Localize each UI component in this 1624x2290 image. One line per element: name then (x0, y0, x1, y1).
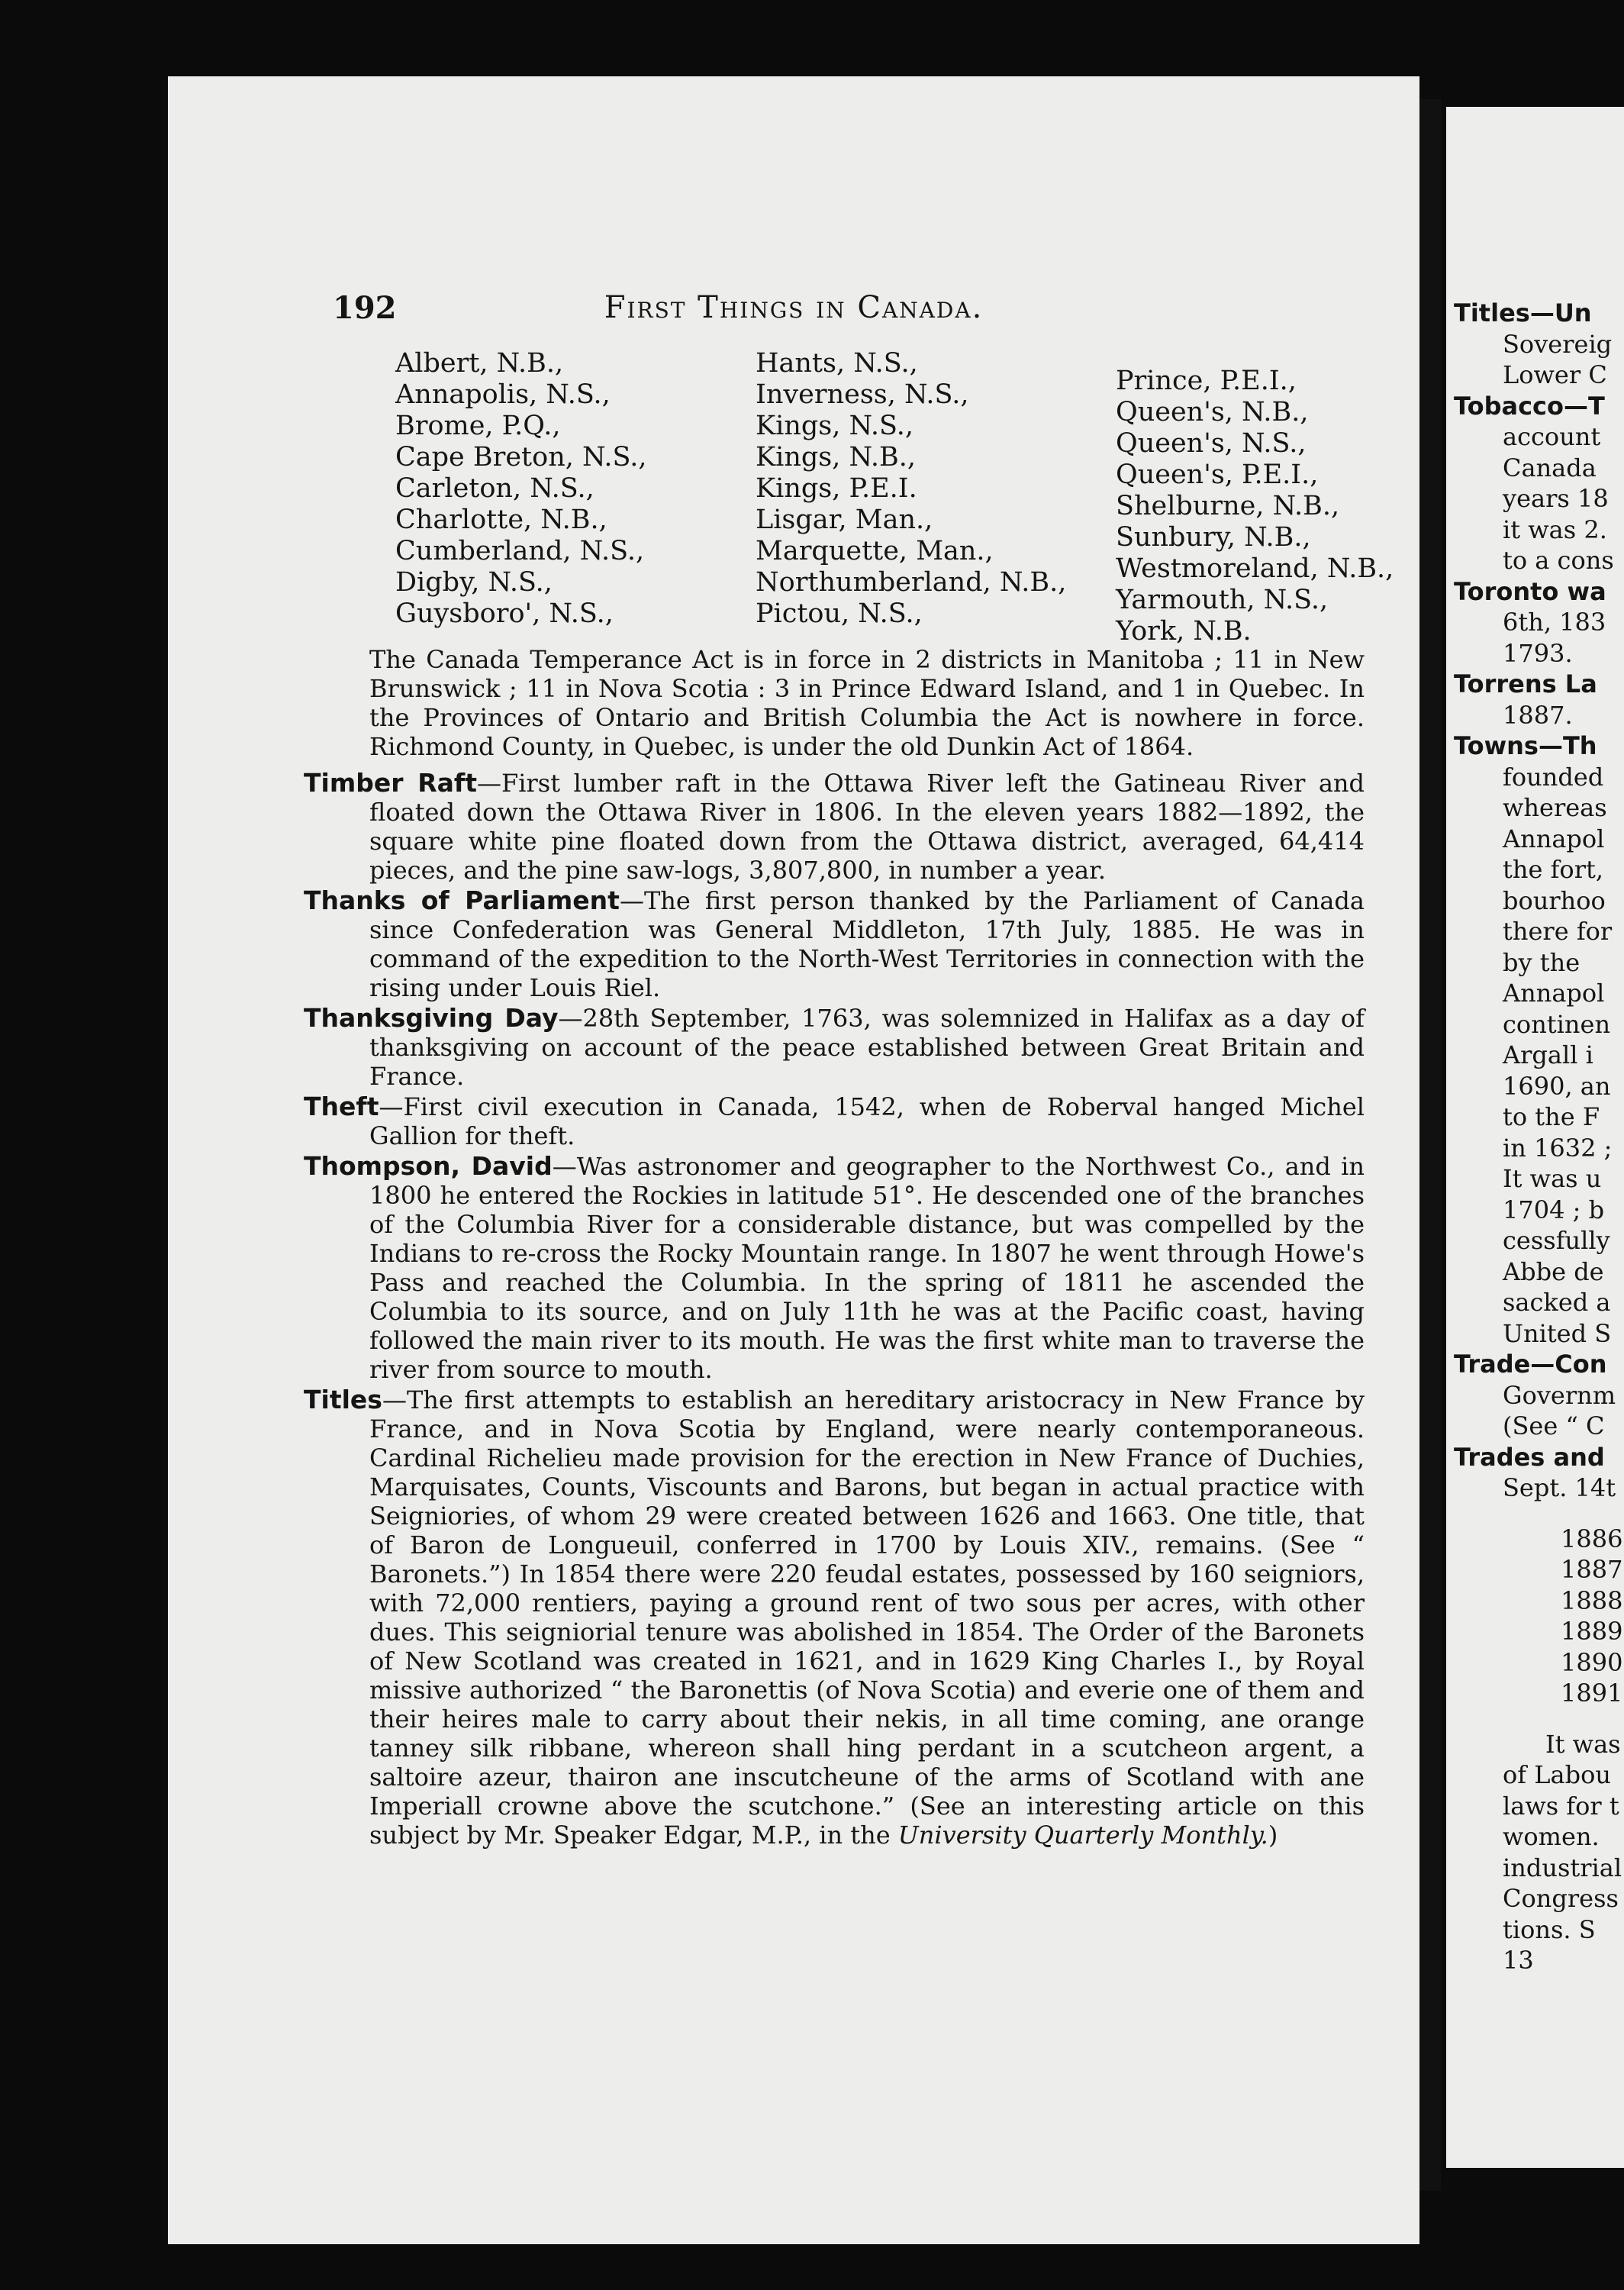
right-page-line: Trades and (1454, 1442, 1605, 1472)
temperance-paragraph: The Canada Temperance Act is in force in 2 districts in Manitoba ; 11 in New Brunswick ; 11 in Nova Scotia : 3 in Prince Edward Island, and 1 in Quebec. In the Provinces of Ontario and British Columbia the Act is nowhere in force. Richmond County, in Quebec, is under the old Dunkin Act of 1864. (369, 645, 1365, 761)
county-item: Digby, N.S., (395, 567, 553, 598)
right-page-line: cessfully (1503, 1226, 1610, 1255)
right-page-line: It was (1545, 1729, 1621, 1759)
right-page-line: 6th, 183 (1503, 608, 1606, 637)
spacer (1454, 1709, 1624, 1729)
right-page-line: industrial (1503, 1853, 1622, 1882)
right-page-line: Annapol (1503, 824, 1605, 853)
right-page-line: It was u (1503, 1164, 1602, 1193)
entry (304, 1385, 1365, 1850)
right-page-line: women. (1503, 1822, 1600, 1851)
county-item: York, N.B. (1116, 616, 1252, 647)
entry-heading: Thanks of Parliament (304, 885, 620, 915)
right-page (1446, 107, 1624, 2168)
right-page-line: Lower C (1503, 360, 1607, 389)
right-page-line: 1690, an (1503, 1071, 1611, 1101)
county-item: Albert, N.B., (395, 348, 564, 379)
county-item: Guysboro', N.S., (395, 598, 614, 629)
county-item: Northumberland, N.B., (756, 567, 1067, 598)
right-page-line: 1889 (1561, 1617, 1623, 1646)
page-number: 192 (333, 290, 397, 326)
county-item: Queen's, P.E.I., (1116, 460, 1319, 490)
county-item: Lisgar, Man., (756, 505, 933, 535)
county-item: Queen's, N.S., (1116, 428, 1307, 459)
county-item: Sunbury, N.B., (1116, 522, 1311, 553)
county-column-2 (756, 348, 1116, 647)
entry-heading: Thanksgiving Day (304, 1003, 559, 1033)
county-list (395, 348, 1394, 647)
right-page-line: Argall i (1503, 1040, 1593, 1069)
right-page-line: Sovereig (1503, 329, 1613, 359)
right-page-line: tions. S (1503, 1914, 1596, 1944)
right-page-line: Canada (1503, 453, 1597, 482)
right-page-line: 1891 (1561, 1679, 1623, 1708)
entry-text: —Was astronomer and geographer to the Northwest Co., and in 1800 he entered the Rockies in latitude 51°. He descended one of the branches of the Columbia River for a considerable distance, but was compelled by the Indians to re-cross the Rocky Mountain range. In 1807 he went through Howe's Pass and reached the Columbia. In the spring of 1811 he ascended the Columbia to its source, and on July 11th he was at the Pacific coast, having followed the main river to its mouth. He was the first white man to traverse the river from source to mouth. (369, 1152, 1365, 1384)
right-page-line: to a cons (1503, 546, 1614, 575)
county-item: Shelburne, N.B., (1116, 491, 1340, 521)
right-page-line: sacked a (1503, 1288, 1611, 1317)
text-body (304, 645, 1365, 1851)
county-item: Inverness, N.S., (756, 379, 969, 410)
right-page-line: there for (1503, 917, 1613, 946)
entry-text: —The first attempts to establish an hereditary aristocracy in New France by France, and in Nova Scotia by England, were nearly contemporaneous. Cardinal Richelieu made provision for the erection in New France of Duchies, Marquisates, Counts, Viscounts and Barons, but began in actual practice with Seigniories, of whom 29 were created between 1626 and 1663. One title, that of Baron de Longueuil, conferred in 1700 by Louis XIV., remains. (See “ Baronets.”) In 1854 there were 220 feudal estates, possessed by 160 seigniors, with 72,000 rentiers, paying a ground rent of two sous per acres, with other dues. This seigniorial tenure was abolished in 1854. The Order of the Baronets of New Scotland was created in 1621, and in 1629 King Charles I., by Royal missive authorized “ the Baronettis (of Nova Scotia) and everie one of them and their heires male to carry about their nekis, in all time coming, ane orange tanney silk ribbane, whereon shall hing perdant in a scutcheon argent, a saltoire azeur, thairon ane inscutcheune of the arms of Scotland with ane Imperiall crowne above the scutchone.” (See an interesting article on this subject by Mr. Speaker Edgar, M.P., in the (369, 1385, 1365, 1850)
right-page-line: 13 (1503, 1946, 1534, 1975)
right-page-line: Toronto wa (1454, 576, 1606, 606)
right-page-line: it was 2. (1503, 514, 1607, 544)
right-page-line: United S (1503, 1318, 1612, 1348)
county-item: Queen's, N.B., (1116, 397, 1309, 427)
right-page-line: founded (1503, 762, 1604, 792)
right-page-line: in 1632 ; (1503, 1133, 1613, 1163)
county-item: Carleton, N.S., (395, 473, 594, 504)
right-page-line: account (1503, 422, 1601, 451)
entry-text: —First civil execution in Canada, 1542, when de Roberval hanged Michel Gallion for theft. (369, 1092, 1365, 1150)
entry-text: —First lumber raft in the Ottawa River left the Gatineau River and floated down the Ottawa River in 1806. In the eleven years 1882—1892, the square white pine floated down from the Ottawa district, averaged, 64,414 pieces, and the pine saw-logs, 3,807,800, in number a year. (369, 769, 1365, 885)
right-page-line: laws for t (1503, 1791, 1619, 1821)
entry-list (304, 769, 1365, 1850)
right-page-line: Annapol (1503, 979, 1605, 1008)
entry (304, 1004, 1365, 1091)
county-item: Marquette, Man., (756, 536, 994, 566)
county-item: Kings, N.B., (756, 442, 916, 473)
county-item: Charlotte, N.B., (395, 505, 607, 535)
right-page-line: 1887 (1561, 1555, 1623, 1584)
left-page (168, 76, 1419, 2244)
county-item: Prince, P.E.I., (1116, 366, 1297, 396)
right-page-line: Trade—Con (1454, 1350, 1607, 1379)
county-item: Brome, P.Q., (395, 411, 561, 441)
right-page-line: Titles—Un (1454, 298, 1592, 327)
county-column-3 (1116, 348, 1394, 647)
entry-heading: Titles (304, 1385, 382, 1414)
entry-heading: Timber Raft (304, 768, 478, 798)
right-page-line: by the (1503, 947, 1580, 977)
county-item: Westmoreland, N.B., (1116, 553, 1394, 584)
entry (304, 769, 1365, 885)
county-item: Cumberland, N.S., (395, 536, 645, 566)
right-page-line: 1890 (1561, 1647, 1623, 1677)
right-page-line: to the F (1503, 1102, 1600, 1131)
county-item: Kings, P.E.I. (756, 473, 917, 504)
right-page-line: years 18 (1503, 484, 1609, 513)
right-page-line: continen (1503, 1009, 1611, 1039)
journal-title: University Quarterly Monthly. (897, 1821, 1268, 1850)
right-page-line: the fort, (1503, 855, 1604, 884)
county-item: Pictou, N.S., (756, 598, 923, 629)
right-page-line: of Labou (1503, 1760, 1611, 1789)
right-page-line: Governm (1503, 1380, 1616, 1410)
right-page-line: Tobacco—T (1454, 391, 1605, 421)
right-page-line: Towns—Th (1454, 731, 1597, 760)
county-item: Hants, N.S., (756, 348, 918, 379)
right-page-line: (See “ C (1503, 1411, 1605, 1440)
county-item: Cape Breton, N.S., (395, 442, 647, 473)
county-column-1 (395, 348, 756, 647)
right-page-line: Torrens La (1454, 669, 1597, 698)
entry (304, 886, 1365, 1002)
county-item: Yarmouth, N.S., (1116, 585, 1329, 615)
closing-paren: ) (1268, 1821, 1278, 1850)
running-head (168, 290, 1419, 336)
right-page-line: Congress (1503, 1884, 1619, 1913)
entry-heading: Thompson, David (304, 1151, 553, 1181)
entry-text: —The first person thanked by the Parliament of Canada since Confederation was General Middleton, 17th July, 1885. He was in command of the expedition to the North-West Territories in connection with the rising under Louis Riel. (369, 886, 1365, 1002)
right-page-line: 1704 ; b (1503, 1195, 1605, 1224)
entry-heading: Theft (304, 1092, 379, 1121)
running-title: First Things in Canada. (604, 290, 984, 325)
county-item: Kings, N.S., (756, 411, 914, 441)
right-page-line: 1888 (1561, 1585, 1623, 1615)
right-page-line: whereas (1503, 793, 1607, 822)
right-page-line: 1793. (1503, 638, 1573, 668)
county-item: Annapolis, N.S., (395, 379, 611, 410)
entry-text: —28th September, 1763, was solemnized in Halifax as a day of thanksgiving on account of the peace established between Great Britain and France. (369, 1004, 1365, 1091)
right-page-line: bourhoo (1503, 885, 1606, 915)
entry (304, 1092, 1365, 1150)
right-page-line: Sept. 14t (1503, 1473, 1616, 1502)
right-page-line: 1887. (1503, 700, 1573, 730)
right-page-line: 1886 (1561, 1524, 1623, 1553)
entry (304, 1152, 1365, 1384)
page-gutter (1418, 99, 1441, 2191)
spacer (1454, 1504, 1624, 1524)
right-page-line: Abbe de (1503, 1256, 1604, 1286)
right-page-text (1454, 298, 1624, 1976)
